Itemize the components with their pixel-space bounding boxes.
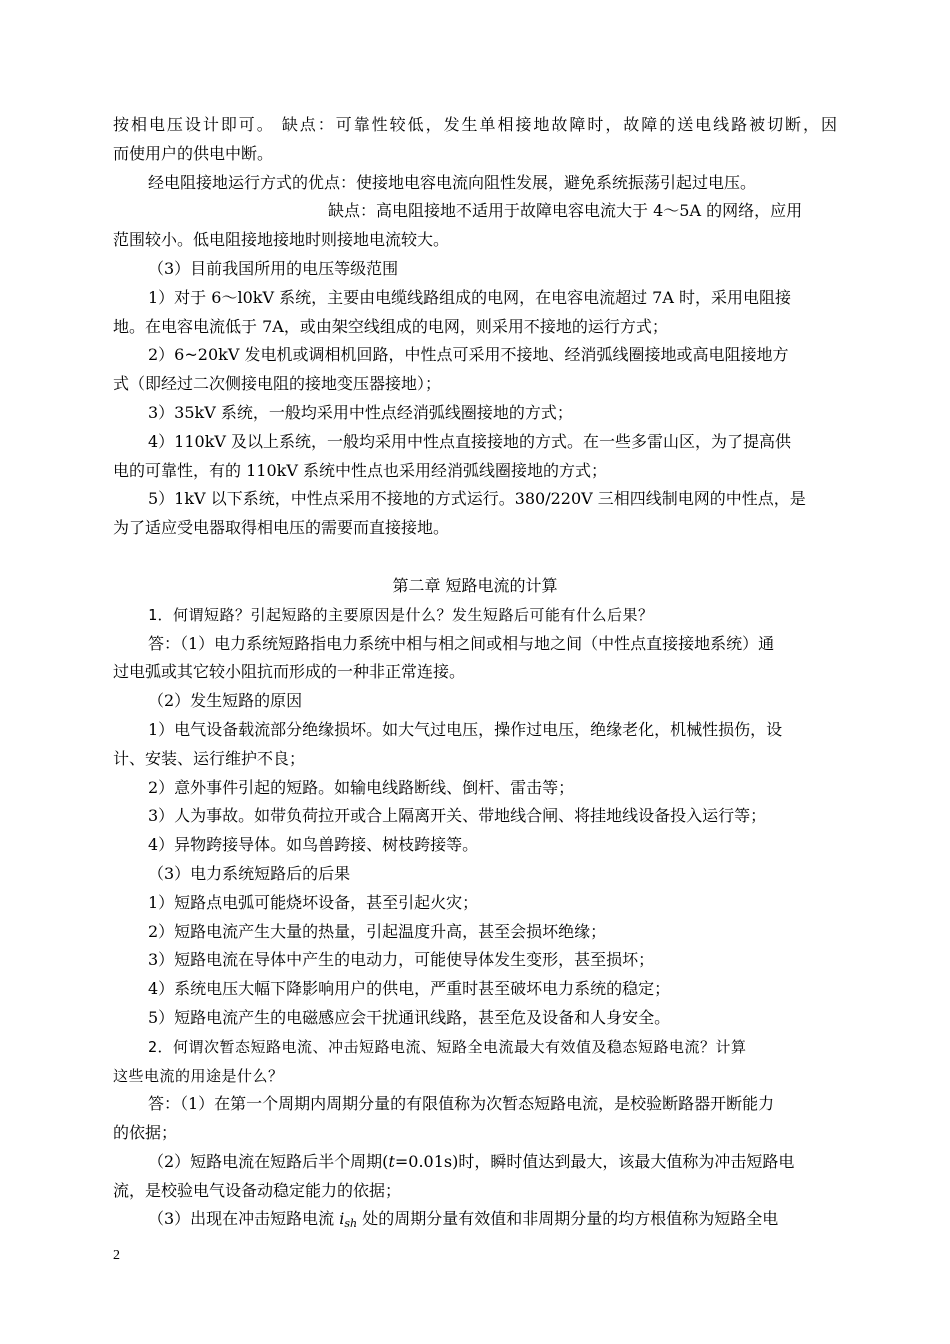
answer-line: 过电弧或其它较小阻抗而形成的一种非正常连接。	[113, 662, 466, 682]
answer-text: =0.01s)时，瞬时值达到最大，该最大值称为冲击短路电	[394, 1151, 795, 1171]
question-1: 1．何谓短路？引起短路的主要原因是什么？发生短路后可能有什么后果？	[148, 605, 654, 624]
effect-item: 2）短路电流产生大量的热量，引起温度升高，甚至会损坏绝缘；	[148, 921, 607, 941]
paragraph-line: 地。在电容电流低于 7A，或由架空线组成的电网，则采用不接地的运行方式；	[113, 316, 668, 336]
cause-item: 2）意外事件引起的短路。如输电线路断线、倒杆、雷击等；	[148, 777, 575, 797]
paragraph-line: 而使用户的供电中断。	[113, 143, 274, 163]
document-body	[113, 111, 837, 1239]
paragraph-line: 为了适应受电器取得相电压的需要而直接接地。	[113, 518, 450, 538]
effect-item: 3）短路电流在导体中产生的电动力，可能使导体发生变形，甚至损坏；	[148, 950, 655, 970]
question-2: 这些电流的用途是什么？	[113, 1066, 284, 1085]
variable-i: i	[339, 1209, 345, 1229]
paragraph-line: 1）对于 6～l0kV 系统，主要由电缆线路组成的电网，在电容电流超过 7A 时，采用电阻接	[148, 287, 791, 307]
paragraph-line: 按相电压设计即可。 缺点：可靠性较低，发生单相接地故障时，故障的送电线路被切断，因	[113, 115, 837, 134]
answer-line: 流，是校验电气设备动稳定能力的依据；	[113, 1180, 402, 1200]
variable-subscript: sh	[344, 1217, 358, 1231]
paragraph-line: 4）110kV 及以上系统，一般均采用中性点直接接地的方式。在一些多雷山区，为了提高供	[148, 431, 792, 451]
answer-line	[113, 1205, 837, 1239]
paragraph-line: 经电阻接地运行方式的优点：使接地电容电流向阻性发展，避免系统振荡引起过电压。	[148, 172, 757, 192]
answer-line	[113, 1148, 837, 1177]
cause-item: 3）人为事故。如带负荷拉开或合上隔离开关、带地线合闸、将挂地线设备投入运行等；	[148, 806, 767, 826]
effect-heading: （3）电力系统短路后的后果	[148, 863, 351, 883]
cause-item: 4）异物跨接导体。如鸟兽跨接、树枝跨接等。	[148, 835, 479, 855]
effect-item: 5）短路电流产生的电磁感应会干扰通讯线路，甚至危及设备和人身安全。	[148, 1007, 671, 1027]
paragraph-line: 式（即经过二次侧接电阻的接地变压器接地）；	[113, 374, 442, 394]
section-subheading: （3）目前我国所用的电压等级范围	[148, 258, 399, 278]
answer-text: （2）短路电流在短路后半个周期(	[148, 1151, 389, 1171]
paragraph-line: 缺点：高电阻接地不适用于故障电容电流大于 4～5A 的网络，应用	[328, 201, 803, 221]
answer-line: 答：（1）在第一个周期内周期分量的有限值称为次暂态短路电流，是校验断路器开断能力	[148, 1094, 775, 1114]
answer-text: 处的周期分量有效值和非周期分量的均方根值称为短路全电	[357, 1209, 779, 1229]
paragraph-line: 电的可靠性，有的 110kV 系统中性点也采用经消弧线圈接地的方式；	[113, 460, 607, 480]
paragraph-line: 范围较小。低电阻接地接地时则接地电流较大。	[113, 230, 450, 250]
effect-item: 1）短路点电弧可能烧坏设备，甚至引起火灾；	[148, 892, 479, 912]
paragraph-line: 2）6~20kV 发电机或调相机回路，中性点可采用不接地、经消弧线圈接地或高电阻接地方	[148, 345, 789, 365]
variable-t: t	[388, 1151, 395, 1171]
paragraph-line: 3）35kV 系统，一般均采用中性点经消弧线圈接地的方式；	[148, 402, 573, 422]
page-number: 2	[113, 1248, 120, 1263]
paragraph-line: 5）1kV 以下系统，中性点采用不接地的方式运行。380/220V 三相四线制电网的中性点，是	[148, 489, 806, 509]
chapter-title: 第二章 短路电流的计算	[392, 575, 558, 595]
cause-item: 计、安装、运行维护不良；	[113, 748, 306, 768]
question-2: 2．何谓次暂态短路电流、冲击短路电流、短路全电流最大有效值及稳态短路电流？计算	[148, 1037, 747, 1056]
answer-line: 的依据；	[113, 1123, 178, 1143]
answer-text: （3）出现在冲击短路电流	[148, 1209, 340, 1229]
effect-item: 4）系统电压大幅下降影响用户的供电，严重时甚至破坏电力系统的稳定；	[148, 979, 671, 999]
cause-item: 1）电气设备载流部分绝缘损坏。如大气过电压，操作过电压，绝缘老化，机械性损伤，设	[148, 719, 783, 739]
answer-line: 答：（1）电力系统短路指电力系统中相与相之间或相与地之间（中性点直接接地系统）通	[148, 633, 775, 653]
cause-heading: （2）发生短路的原因	[148, 691, 303, 711]
